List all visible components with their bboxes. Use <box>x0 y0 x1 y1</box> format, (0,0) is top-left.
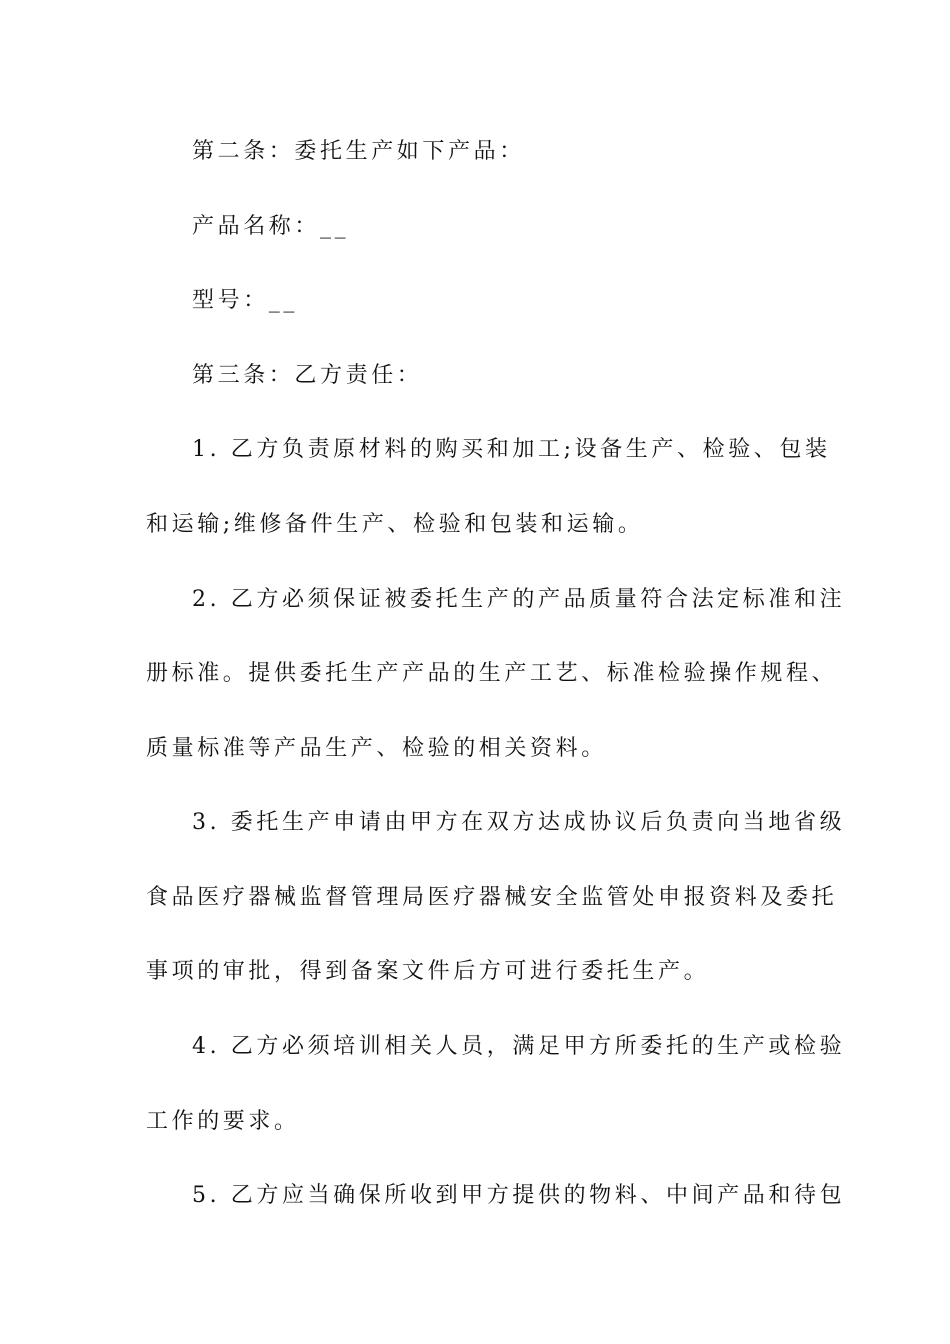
product-name-field: 产品名称：__ <box>192 214 350 239</box>
clause-2-line-2: 册标准。提供委托生产产品的生产工艺、标准检验操作规程、 <box>146 661 838 686</box>
clause-3-line-3: 事项的审批，得到备案文件后方可进行委托生产。 <box>146 959 710 984</box>
article-2-heading: 第二条：委托生产如下产品： <box>192 139 525 164</box>
clause-1-line-1: 1. 乙方负责原材料的购买和加工;设备生产、检验、包装 <box>192 437 831 462</box>
clause-5-line-1: 5. 乙方应当确保所收到甲方提供的物料、中间产品和待包 <box>192 1183 846 1208</box>
clause-2-line-1: 2. 乙方必须保证被委托生产的产品质量符合法定标准和注 <box>192 587 846 612</box>
article-3-heading: 第三条：乙方责任： <box>192 363 423 388</box>
model-field: 型号：__ <box>192 288 299 313</box>
clause-4-line-2: 工作的要求。 <box>146 1109 300 1134</box>
clause-3-line-2: 食品医疗器械监督管理局医疗器械安全监管处申报资料及委托 <box>146 885 838 910</box>
clause-2-line-3: 质量标准等产品生产、检验的相关资料。 <box>146 736 607 761</box>
clause-3-line-1: 3. 委托生产申请由甲方在双方达成协议后负责向当地省级 <box>192 810 846 835</box>
clause-1-line-2: 和运输;维修备件生产、检验和包装和运输。 <box>146 512 644 537</box>
clause-4-line-1: 4. 乙方必须培训相关人员，满足甲方所委托的生产或检验 <box>192 1034 846 1059</box>
